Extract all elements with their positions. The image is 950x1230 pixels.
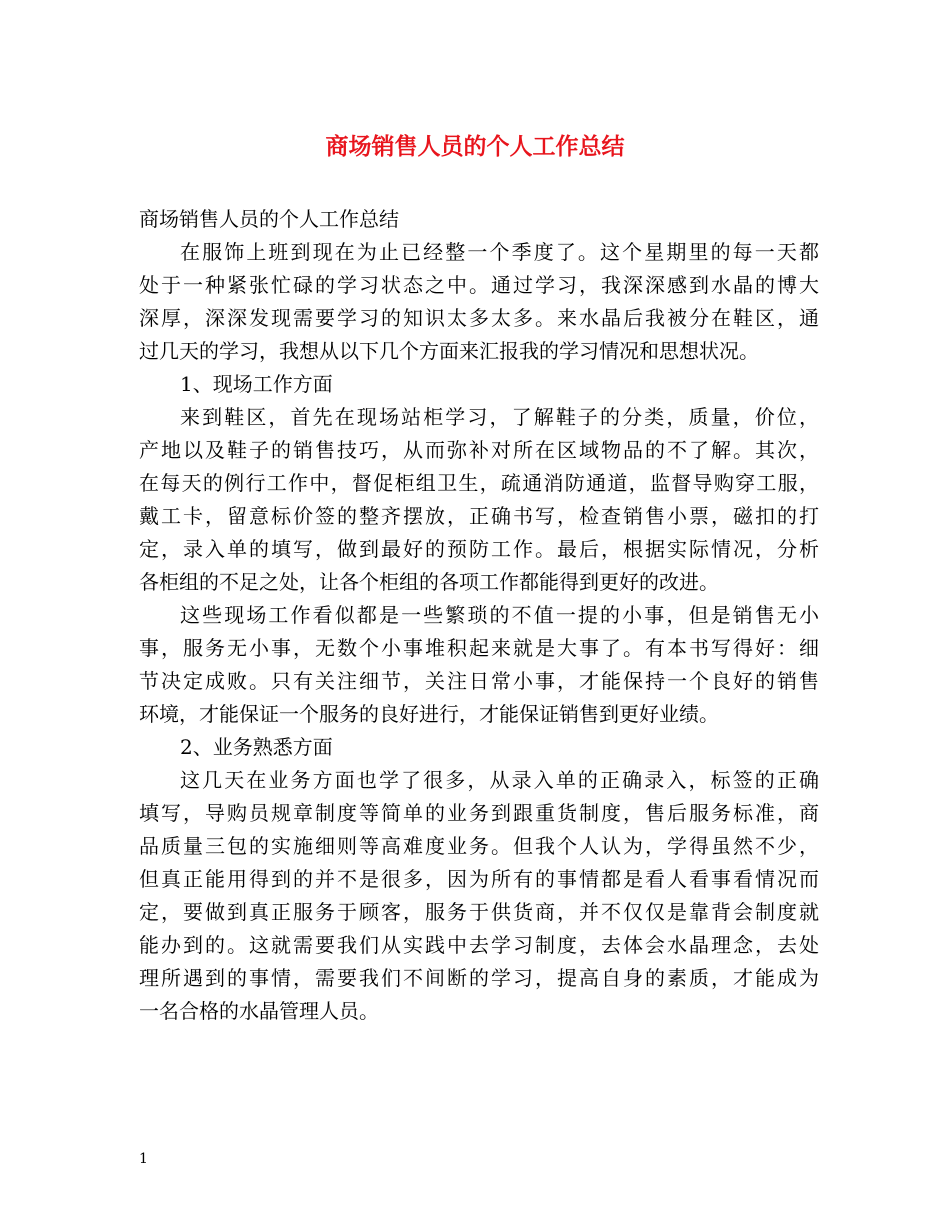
- document-title: 商场销售人员的个人工作总结: [325, 134, 625, 160]
- paragraph-lines: [139, 236, 819, 1028]
- text-line: 定，录入单的填写，做到最好的预防工作。最后，根据实际情况，分析: [139, 537, 819, 561]
- text-line: 能办到的。这就需要我们从实践中去学习制度，去体会水晶理念，去处: [139, 933, 819, 957]
- text-line: 2、业务熟悉方面: [180, 735, 333, 759]
- text-line: 理所遇到的事情，需要我们不间断的学习，提高自身的素质，才能成为: [139, 966, 819, 990]
- document-subtitle: 商场销售人员的个人工作总结: [139, 207, 399, 231]
- text-line: 在服饰上班到现在为止已经整一个季度了。这个星期里的每一天都: [180, 240, 819, 264]
- text-line: 定，要做到真正服务于顾客，服务于供货商，并不仅仅是靠背会制度就: [139, 900, 819, 924]
- text-line: 在每天的例行工作中，督促柜组卫生，疏通消防通道，监督导购穿工服，: [139, 471, 819, 495]
- text-line: 过几天的学习，我想从以下几个方面来汇报我的学习情况和思想状况。: [139, 339, 759, 363]
- text-line: 一名合格的水晶管理人员。: [139, 999, 379, 1023]
- text-line: 深厚，深深发现需要学习的知识太多太多。来水晶后我被分在鞋区，通: [139, 306, 819, 330]
- text-line: 环境，才能保证一个服务的良好进行，才能保证销售到更好业绩。: [139, 702, 719, 726]
- text-line: 但真正能用得到的并不是很多，因为所有的事情都是看人看事看情况而: [139, 867, 819, 891]
- text-line: 1、现场工作方面: [180, 372, 333, 396]
- text-line: 各柜组的不足之处，让各个柜组的各项工作都能得到更好的改进。: [139, 570, 719, 594]
- text-line: 这些现场工作看似都是一些繁琐的不值一提的小事，但是销售无小: [180, 603, 819, 627]
- text-line: 节决定成败。只有关注细节，关注日常小事，才能保持一个良好的销售: [139, 669, 819, 693]
- text-line: 产地以及鞋子的销售技巧，从而弥补对所在区域物品的不了解。其次，: [139, 438, 819, 462]
- text-line: 戴工卡，留意标价签的整齐摆放，正确书写，检查销售小票，磁扣的打: [139, 504, 819, 528]
- page-number: 1: [139, 1151, 148, 1167]
- text-line: 事，服务无小事，无数个小事堆积起来就是大事了。有本书写得好：细: [139, 636, 819, 660]
- text-line: 品质量三包的实施细则等高难度业务。但我个人认为，学得虽然不少，: [139, 834, 819, 858]
- text-line: 来到鞋区，首先在现场站柜学习，了解鞋子的分类，质量，价位，: [180, 405, 819, 429]
- text-line: 填写，导购员规章制度等简单的业务到跟重货制度，售后服务标准，商: [139, 801, 819, 825]
- document-body: [139, 203, 819, 1028]
- text-line: 处于一种紧张忙碌的学习状态之中。通过学习，我深深感到水晶的博大: [139, 273, 819, 297]
- text-line: 这几天在业务方面也学了很多，从录入单的正确录入，标签的正确: [180, 768, 819, 792]
